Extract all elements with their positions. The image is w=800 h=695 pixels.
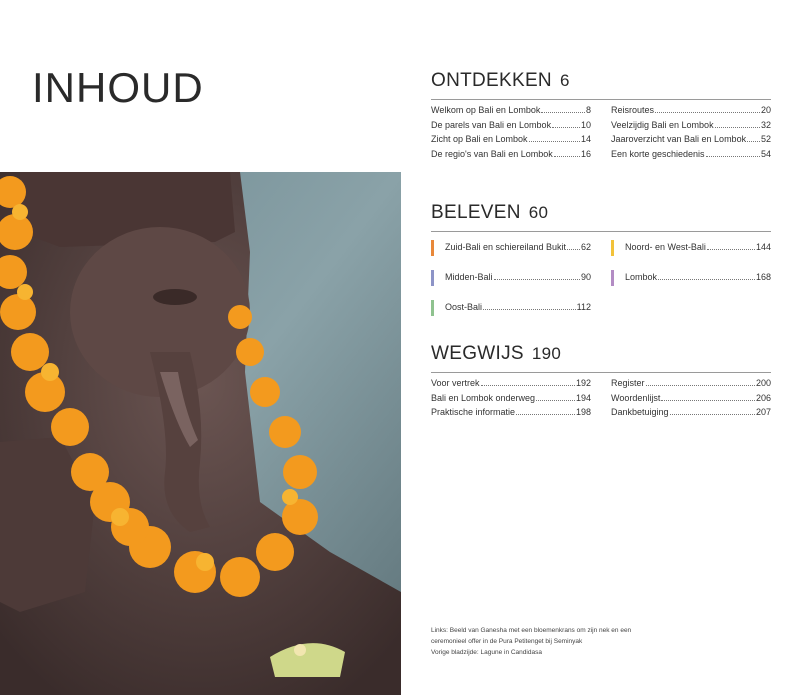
region-entry[interactable] [431, 270, 591, 284]
toc-page: 10 [580, 119, 591, 130]
leader-dots [646, 378, 755, 386]
toc-column-left [431, 240, 591, 330]
toc-label: Dankbetuiging [611, 407, 669, 417]
toc-label: Zicht op Bali en Lombok [431, 134, 528, 144]
toc-label: Welkom op Bali en Lombok [431, 105, 541, 115]
toc-page: 14 [580, 134, 591, 144]
toc-page: 198 [575, 407, 591, 417]
region-color-bar [431, 270, 434, 286]
toc-column-right [611, 240, 771, 330]
leader-dots [552, 120, 580, 128]
region-color-bar [611, 240, 614, 256]
toc-entry[interactable] [611, 103, 771, 118]
toc-page: 52 [760, 134, 771, 144]
toc-label: Lombok [625, 272, 658, 282]
leader-dots [516, 407, 575, 415]
section-page: 6 [559, 71, 570, 90]
leader-dots [567, 242, 580, 250]
toc-page: 144 [755, 242, 771, 252]
region-entry[interactable] [431, 240, 591, 254]
leader-dots [494, 272, 580, 280]
toc-label: Voor vertrek [431, 378, 480, 388]
toc-label: Jaaroverzicht van Bali en Lombok [611, 134, 747, 144]
toc-page: 32 [760, 119, 771, 130]
toc-page: 16 [580, 148, 591, 159]
toc-page: 194 [575, 392, 591, 403]
toc-label: Midden-Bali [445, 272, 493, 282]
toc-page: 168 [755, 272, 771, 282]
section-beleven [431, 202, 771, 330]
section-ontdekken [431, 70, 771, 161]
toc-label: Zuid-Bali en schiereiland Bukit [445, 242, 567, 252]
toc-entry[interactable] [611, 405, 771, 420]
toc-entry[interactable] [431, 103, 591, 118]
toc-page: 62 [580, 242, 591, 252]
section-title: WEGWIJS [431, 343, 524, 364]
region-entry[interactable] [611, 270, 771, 284]
region-color-bar [431, 240, 434, 256]
toc-entry[interactable] [431, 405, 591, 420]
toc-entry[interactable] [431, 132, 591, 147]
divider [431, 231, 771, 232]
toc-label: De regio's van Bali en Lombok [431, 148, 553, 159]
leader-dots [536, 393, 575, 401]
leader-dots [481, 378, 575, 386]
section-title: ONTDEKKEN [431, 70, 552, 91]
section-title: BELEVEN [431, 202, 521, 223]
divider [431, 372, 771, 373]
leader-dots [658, 272, 755, 280]
toc-page: 54 [760, 148, 771, 159]
leader-dots [715, 120, 760, 128]
ganesha-photo [0, 172, 401, 695]
toc-column-right [611, 376, 771, 420]
toc-page: 20 [760, 105, 771, 115]
caption-line: Vorige bladzijde: Lagune in Candidasa [431, 649, 542, 656]
toc-label: Reisroutes [611, 105, 655, 115]
leader-dots [655, 105, 760, 113]
toc-entry[interactable] [611, 132, 771, 147]
section-wegwijs [431, 343, 771, 420]
toc-column-right [611, 103, 771, 161]
toc-label: Register [611, 378, 645, 388]
caption-line: ceremonieel offer in de Pura Petitenget bij Seminyak [431, 638, 583, 645]
toc-label: Noord- en West-Bali [625, 242, 706, 252]
toc-column-left [431, 103, 591, 161]
photo-caption [431, 625, 731, 658]
region-color-bar [611, 270, 614, 286]
toc-label: Een korte geschiedenis [611, 148, 705, 159]
leader-dots [661, 393, 755, 401]
caption-line: Links: Beeld van Ganesha met een bloemenkrans om zijn nek en een [431, 627, 632, 634]
toc-entry[interactable] [431, 391, 591, 406]
toc-entry[interactable] [611, 391, 771, 406]
section-heading [431, 202, 771, 224]
region-entry[interactable] [611, 240, 771, 254]
region-entry[interactable] [431, 300, 591, 314]
section-page: 60 [528, 203, 549, 222]
toc-entry[interactable] [431, 118, 591, 133]
toc-entry[interactable] [431, 376, 591, 391]
toc-page: 90 [580, 272, 591, 282]
toc-column-left [431, 376, 591, 420]
leader-dots [483, 302, 576, 310]
toc-entry[interactable] [431, 147, 591, 162]
leader-dots [707, 242, 755, 250]
toc-page: 207 [755, 407, 771, 417]
toc-label: Praktische informatie [431, 407, 516, 417]
region-color-bar [431, 300, 434, 316]
leader-dots [554, 149, 580, 157]
section-heading [431, 70, 771, 92]
toc-page: 112 [576, 302, 591, 312]
toc-entry[interactable] [611, 118, 771, 133]
section-heading [431, 343, 771, 365]
leader-dots [541, 105, 585, 113]
toc-label: Veelzijdig Bali en Lombok [611, 119, 714, 130]
leader-dots [670, 407, 755, 415]
leader-dots [529, 134, 580, 142]
section-page: 190 [531, 344, 562, 363]
leader-dots [747, 134, 760, 142]
toc-page: 200 [755, 378, 771, 388]
toc-label: Bali en Lombok onderweg [431, 392, 536, 403]
toc-entry[interactable] [611, 147, 771, 162]
leader-dots [706, 149, 760, 157]
toc-page: 8 [585, 105, 591, 115]
toc-label: De parels van Bali en Lombok [431, 119, 552, 130]
toc-label: Oost-Bali [445, 302, 483, 312]
toc-label: Woordenlijst [611, 392, 661, 403]
toc-page: 192 [575, 378, 591, 388]
toc-entry[interactable] [611, 376, 771, 391]
divider [431, 99, 771, 100]
page-title: INHOUD [32, 64, 204, 111]
toc-page: 206 [755, 392, 771, 403]
